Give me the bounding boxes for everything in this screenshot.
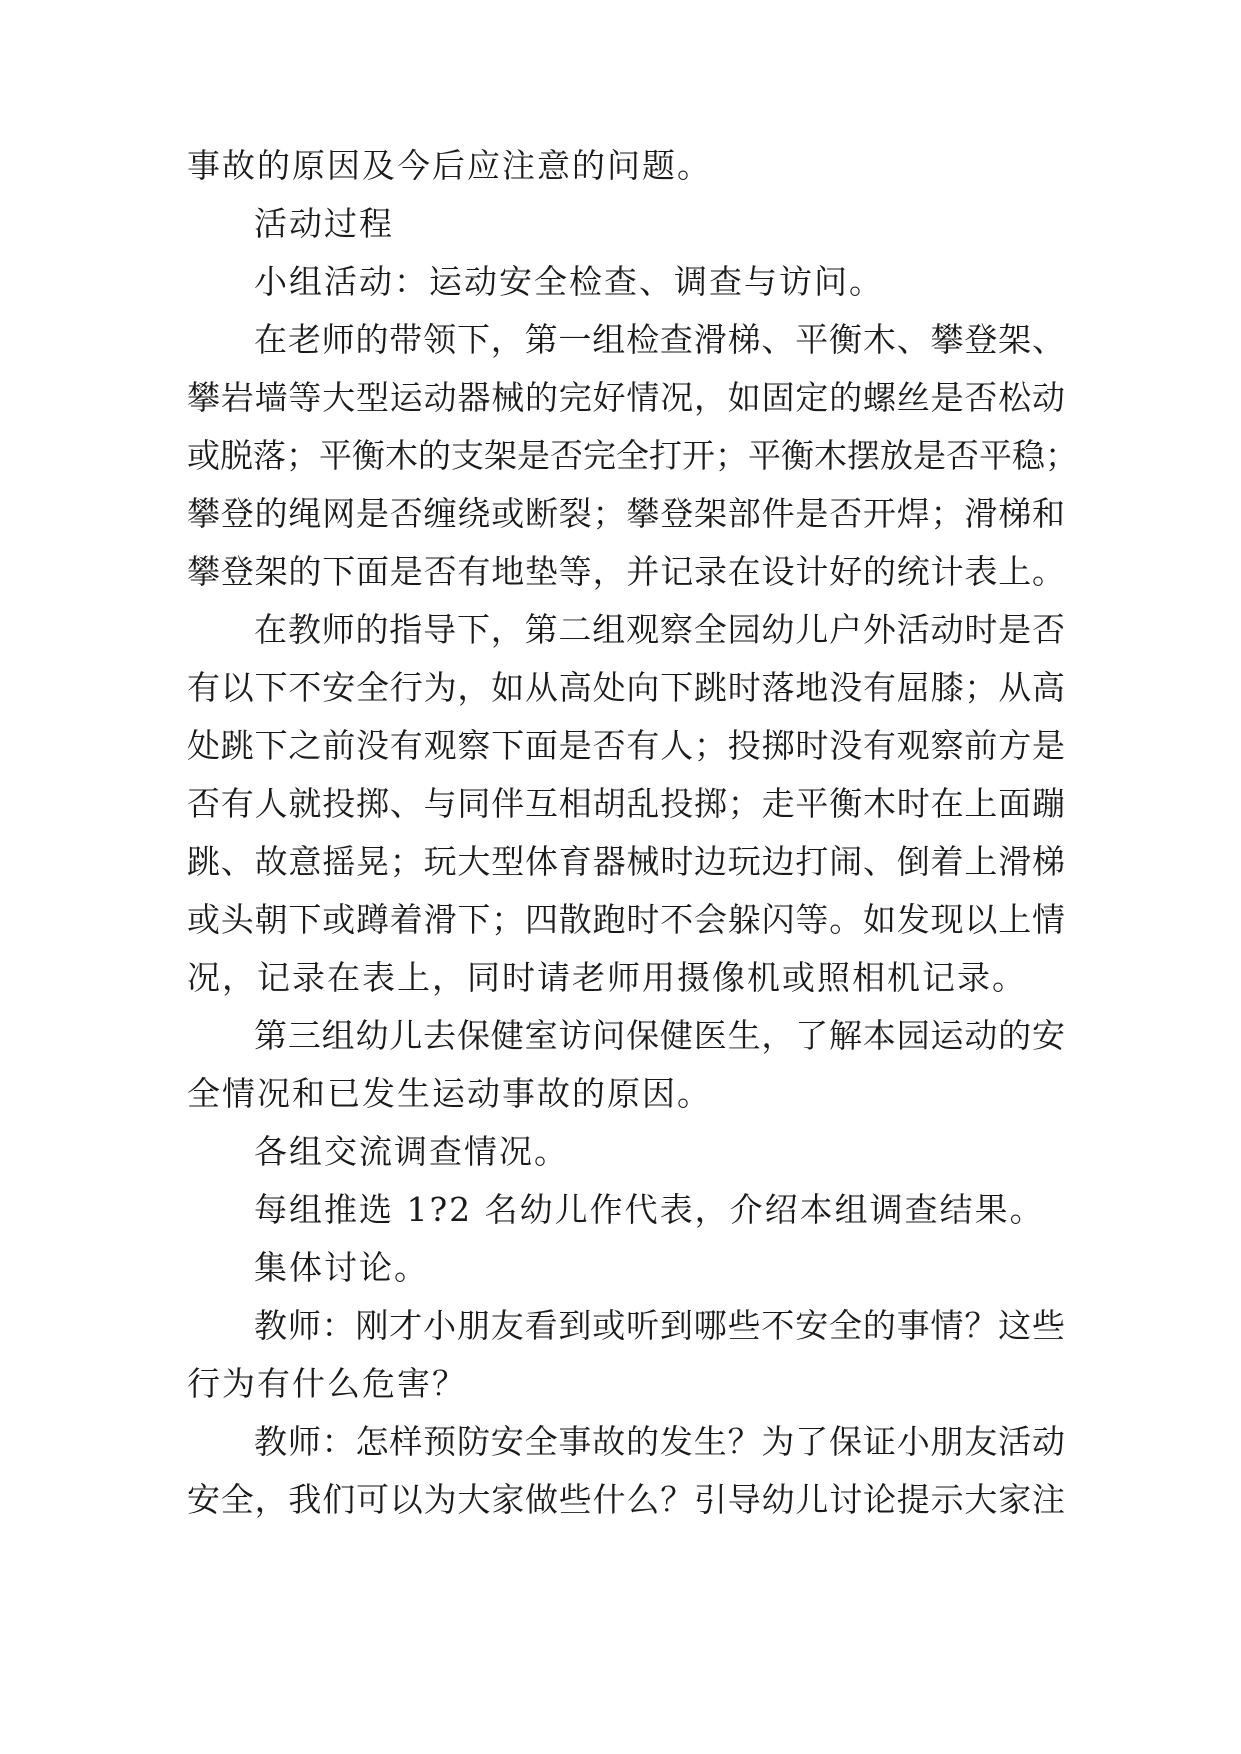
text-line-14: 或头朝下或蹲着滑下；四散跑时不会躲闪等。如发现以上情 [187,900,1065,939]
text-line-19: 每组推选 1?2 名幼儿作代表，介绍本组调查结果。 [254,1190,1045,1229]
text-line-22: 行为有什么危害？ [187,1364,467,1403]
text-line-5: 攀岩墙等大型运动器械的完好情况，如固定的螺丝是否松动 [187,378,1065,417]
text-line-18: 各组交流调查情况。 [254,1132,569,1171]
text-line-21: 教师：刚才小朋友看到或听到哪些不安全的事情？这些 [254,1306,1065,1345]
text-line-9: 在教师的指导下，第二组观察全园幼儿户外活动时是否 [254,610,1065,649]
text-line-13: 跳、故意摇晃；玩大型体育器械时边玩边打闹、倒着上滑梯 [187,842,1065,881]
text-line-1: 事故的原因及今后应注意的问题。 [187,146,712,185]
text-line-4: 在老师的带领下，第一组检查滑梯、平衡木、攀登架、 [254,320,1065,359]
section-heading-activity-process: 活动过程 [254,204,394,243]
text-line-10: 有以下不安全行为，如从高处向下跳时落地没有屈膝；从高 [187,668,1065,707]
text-line-16: 第三组幼儿去保健室访问保健医生，了解本园运动的安 [254,1016,1065,1055]
text-line-7: 攀登的绳网是否缠绕或断裂；攀登架部件是否开焊；滑梯和 [187,494,1065,533]
text-line-20: 集体讨论。 [254,1248,429,1287]
text-line-24: 安全，我们可以为大家做些什么？引导幼儿讨论提示大家注 [187,1480,1065,1519]
text-line-3: 小组活动：运动安全检查、调查与访问。 [254,262,884,301]
text-line-17: 全情况和已发生运动事故的原因。 [187,1074,712,1113]
text-line-6: 或脱落；平衡木的支架是否完全打开；平衡木摆放是否平稳； [187,436,1078,475]
text-line-11: 处跳下之前没有观察下面是否有人；投掷时没有观察前方是 [187,726,1065,765]
text-line-12: 否有人就投掷、与同伴互相胡乱投掷；走平衡木时在上面蹦 [187,784,1065,823]
text-line-15: 况，记录在表上，同时请老师用摄像机或照相机记录。 [187,958,1027,997]
text-line-23: 教师：怎样预防安全事故的发生？为了保证小朋友活动 [254,1422,1065,1461]
text-line-8: 攀登架的下面是否有地垫等，并记录在设计好的统计表上。 [187,552,1065,591]
